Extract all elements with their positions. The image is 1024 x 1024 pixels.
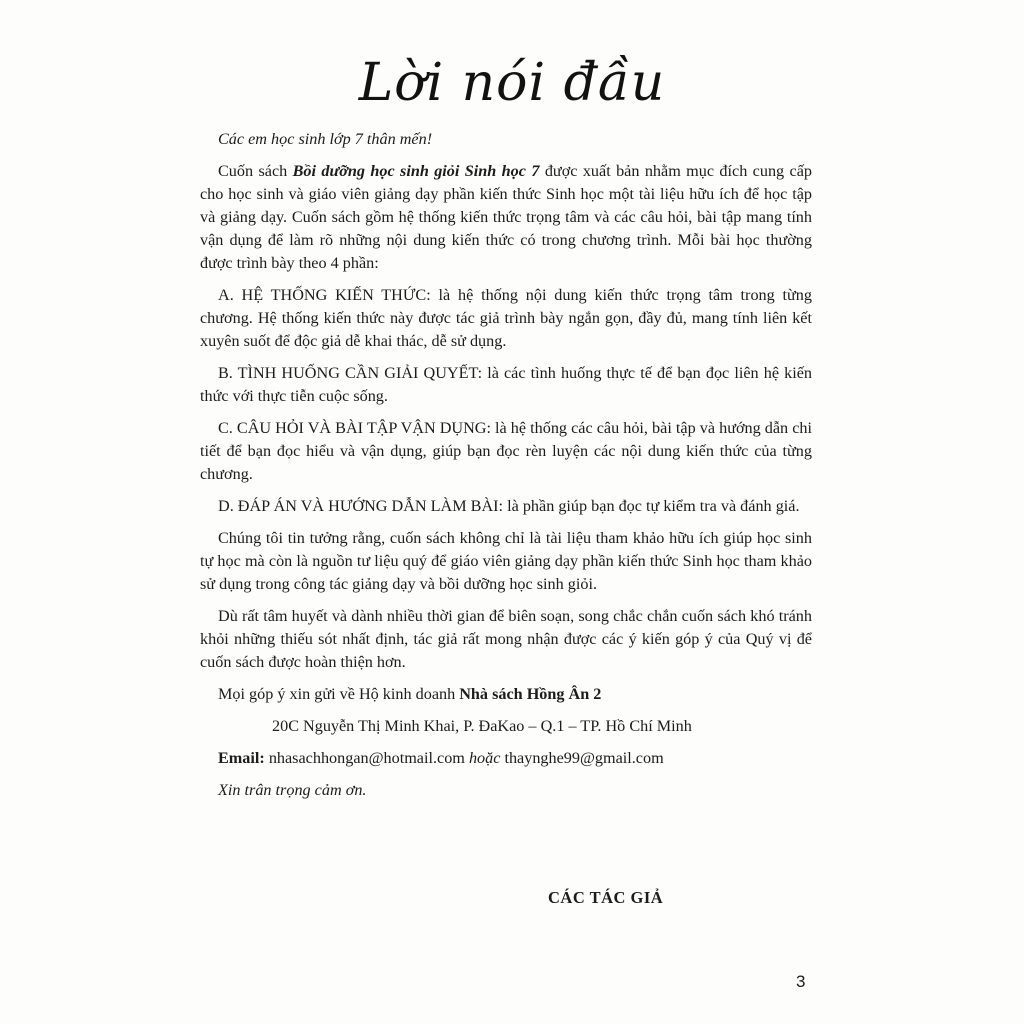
apology-paragraph: Dù rất tâm huyết và dành nhiều thời gian để biên soạn, song chắc chắn cuốn sách khó tránh khỏi những thiếu sót nhất định, tác giả rất mong nhận được các ý kiến góp ý của Quý vị để cuốn sách được hoàn thiện hơn. (200, 607, 812, 671)
page-number: 3 (796, 972, 806, 991)
contact-pre: Mọi góp ý xin gửi về Hộ kinh doanh (218, 685, 460, 703)
address-line: 20C Nguyễn Thị Minh Khai, P. ĐaKao – Q.1 – TP. Hồ Chí Minh (272, 717, 692, 735)
contact-line (200, 683, 812, 706)
email-primary: nhasachhongan@hotmail.com (264, 749, 469, 767)
section-a: A. HỆ THỐNG KIẾN THỨC: là hệ thống nội dung kiến thức trọng tâm trong từng chương. Hệ thống kiến thức này được tác giả trình bày ngắn gọn, đầy đủ, mang tính liên kết xuyên suốt để độc giả dễ khai thác, dễ sử dụng. (200, 286, 812, 350)
salutation: Các em học sinh lớp 7 thân mến! (218, 130, 433, 148)
company-name: Nhà sách Hồng Ân 2 (459, 685, 602, 703)
preface-body (200, 128, 812, 811)
book-title: Bồi dưỡng học sinh giỏi Sinh học 7 (292, 162, 540, 180)
section-b: B. TÌNH HUỐNG CẦN GIẢI QUYẾT: là các tình huống thực tế để bạn đọc liên hệ kiến thức với thực tiễn cuộc sống. (200, 364, 812, 405)
section-d: D. ĐÁP ÁN VÀ HƯỚNG DẪN LÀM BÀI: là phần giúp bạn đọc tự kiểm tra và đánh giá. (218, 497, 800, 515)
email-or: hoặc (468, 749, 501, 767)
intro-paragraph (200, 160, 812, 275)
section-c: C. CÂU HỎI VÀ BÀI TẬP VẬN DỤNG: là hệ thống các câu hỏi, bài tập và hướng dẫn chi tiết để bạn đọc hiểu và vận dụng, giúp bạn đọc rèn luyện các nội dung kiến thức của từng chương. (200, 419, 812, 483)
email-label: Email: (218, 749, 265, 767)
email-secondary: thaynghe99@gmail.com (500, 749, 664, 767)
authors-signature: CÁC TÁC GIẢ (548, 888, 664, 907)
thanks-line: Xin trân trọng cảm ơn. (218, 781, 367, 799)
intro-post: được xuất bản nhằm mục đích cung cấp cho học sinh và giáo viên giảng dạy phần kiến thức Sinh học một tài liệu hữu ích để học tập và giảng dạy. Cuốn sách gồm hệ thống kiến thức trọng tâm và các câu hỏi, bài tập mang tính vận dụng để làm rõ những nội dung kiến thức có trong chương trình. Mỗi bài học thường được trình bày theo 4 phần: (200, 162, 812, 272)
intro-pre: Cuốn sách (218, 162, 293, 180)
belief-paragraph: Chúng tôi tin tưởng rằng, cuốn sách không chỉ là tài liệu tham khảo hữu ích giúp học sinh tự học mà còn là nguồn tư liệu quý để giáo viên giảng dạy phần kiến thức Sinh học tham khảo sử dụng trong công tác giảng dạy và bồi dưỡng học sinh giỏi. (200, 529, 812, 593)
email-line (200, 747, 812, 770)
page-title: Lời nói đầu (358, 53, 666, 113)
